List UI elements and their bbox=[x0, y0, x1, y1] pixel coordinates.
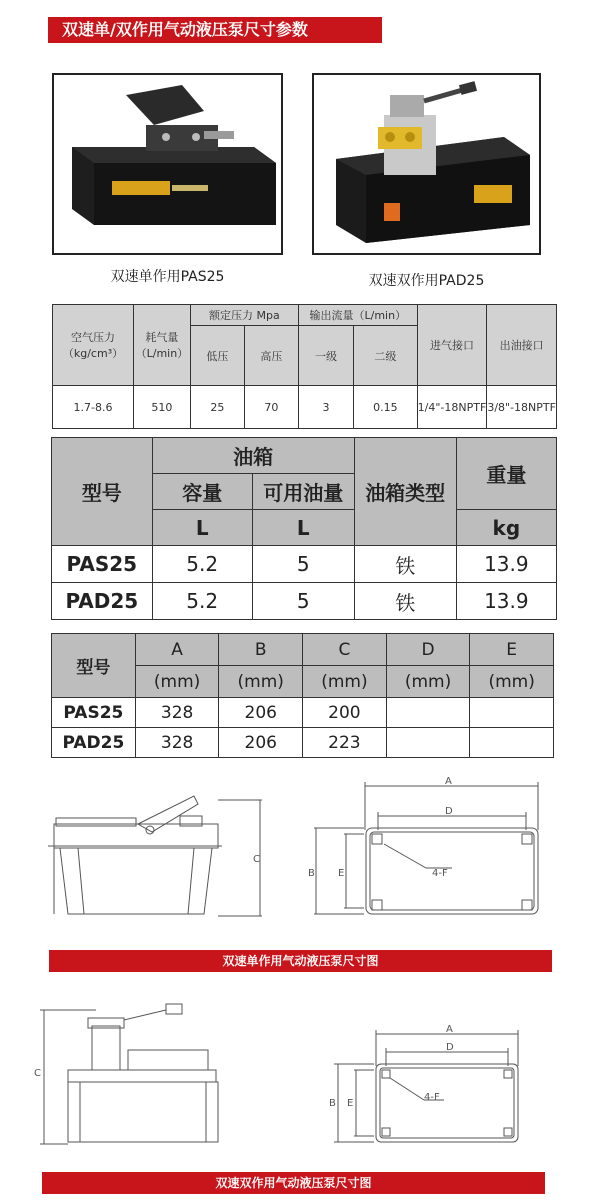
tank-cell: 5 bbox=[252, 546, 354, 583]
product-photo-pad25 bbox=[312, 73, 541, 255]
unit-mm: (mm) bbox=[470, 666, 554, 698]
pas25-side-drawing bbox=[48, 788, 278, 928]
dim-label-b: B bbox=[308, 868, 315, 879]
header-col-c: C bbox=[303, 634, 387, 666]
dim-cell: PAD25 bbox=[52, 728, 136, 758]
dim-label-d: D bbox=[446, 1042, 454, 1053]
header-air-consumption: 耗气量（L/min） bbox=[134, 305, 191, 386]
unit-capacity: L bbox=[152, 510, 252, 546]
tank-table bbox=[51, 437, 557, 620]
dim-label-d: D bbox=[445, 806, 453, 817]
dimension-table bbox=[51, 633, 554, 758]
drawing-caption-bar: 双速双作用气动液压泵尺寸图 bbox=[42, 1172, 545, 1194]
dim-cell: 206 bbox=[219, 728, 303, 758]
dim-cell: 200 bbox=[303, 698, 387, 728]
header-oil-outlet: 出油接口 bbox=[487, 305, 557, 386]
header-usable-oil: 可用油量 bbox=[252, 474, 354, 510]
header-col-d: D bbox=[386, 634, 470, 666]
tank-cell: 5.2 bbox=[152, 546, 252, 583]
dim-label-c: C bbox=[253, 854, 260, 865]
page-title: 双速单/双作用气动液压泵尺寸参数 bbox=[48, 17, 382, 43]
product-caption-pad25: 双速双作用PAD25 bbox=[368, 273, 485, 289]
unit-usable: L bbox=[252, 510, 354, 546]
header-air-inlet: 进气接口 bbox=[417, 305, 487, 386]
tank-cell: 铁 bbox=[354, 546, 456, 583]
dim-cell bbox=[386, 698, 470, 728]
dim-label-a: A bbox=[446, 1024, 453, 1035]
dim-label-4f: 4-F bbox=[424, 1092, 440, 1103]
unit-weight: kg bbox=[456, 510, 556, 546]
dim-cell: 223 bbox=[303, 728, 387, 758]
header-rated-pressure: 额定压力 Mpa bbox=[190, 305, 298, 326]
spec-cell: 510 bbox=[134, 386, 191, 429]
tank-cell: 铁 bbox=[354, 583, 456, 620]
tank-cell: PAS25 bbox=[52, 546, 153, 583]
pas25-top-drawing bbox=[308, 772, 548, 922]
pas25-pump-image bbox=[54, 75, 281, 253]
tank-cell: 13.9 bbox=[456, 583, 556, 620]
dim-cell: 328 bbox=[135, 728, 219, 758]
header-stage-1: 一级 bbox=[298, 326, 353, 386]
dim-label-b: B bbox=[329, 1098, 336, 1109]
spec-table bbox=[52, 304, 557, 429]
header-col-a: A bbox=[135, 634, 219, 666]
header-col-e: E bbox=[470, 634, 554, 666]
spec-cell: 1.7-8.6 bbox=[53, 386, 134, 429]
pad25-pump-image bbox=[314, 75, 539, 253]
header-weight: 重量 bbox=[456, 438, 556, 510]
tank-cell: 5.2 bbox=[152, 583, 252, 620]
product-photo-pas25 bbox=[52, 73, 283, 255]
tank-cell: 13.9 bbox=[456, 546, 556, 583]
dim-label-e: E bbox=[347, 1098, 354, 1109]
header-tank-type: 油箱类型 bbox=[354, 438, 456, 546]
dim-cell: 206 bbox=[219, 698, 303, 728]
pad25-top-drawing bbox=[328, 1020, 528, 1150]
dim-cell: PAS25 bbox=[52, 698, 136, 728]
header-col-b: B bbox=[219, 634, 303, 666]
unit-mm: (mm) bbox=[219, 666, 303, 698]
unit-mm: (mm) bbox=[135, 666, 219, 698]
tank-cell: PAD25 bbox=[52, 583, 153, 620]
dim-cell bbox=[470, 698, 554, 728]
spec-cell: 3 bbox=[298, 386, 353, 429]
pad25-side-drawing bbox=[32, 998, 252, 1148]
header-model: 型号 bbox=[52, 634, 136, 698]
spec-cell: 1/4"-18NPTF bbox=[417, 386, 487, 429]
spec-cell: 3/8"-18NPTF bbox=[487, 386, 557, 429]
dim-cell bbox=[386, 728, 470, 758]
unit-mm: (mm) bbox=[386, 666, 470, 698]
drawing-caption-bar: 双速单作用气动液压泵尺寸图 bbox=[49, 950, 552, 972]
unit-mm: (mm) bbox=[303, 666, 387, 698]
dim-label-c: C bbox=[34, 1068, 41, 1079]
product-caption-pas25: 双速单作用PAS25 bbox=[110, 269, 225, 285]
header-tank: 油箱 bbox=[152, 438, 354, 474]
spec-cell: 0.15 bbox=[354, 386, 417, 429]
dim-label-a: A bbox=[445, 776, 452, 787]
spec-cell: 70 bbox=[244, 386, 298, 429]
dim-cell bbox=[470, 728, 554, 758]
dim-cell: 328 bbox=[135, 698, 219, 728]
header-stage-2: 二级 bbox=[354, 326, 417, 386]
header-low: 低压 bbox=[190, 326, 244, 386]
header-capacity: 容量 bbox=[152, 474, 252, 510]
header-output-flow: 输出流量（L/min） bbox=[298, 305, 417, 326]
spec-cell: 25 bbox=[190, 386, 244, 429]
header-air-pressure: 空气压力（kg/cm³） bbox=[53, 305, 134, 386]
dim-label-e: E bbox=[338, 868, 345, 879]
dim-label-4f: 4-F bbox=[432, 868, 448, 879]
header-model: 型号 bbox=[52, 438, 153, 546]
header-high: 高压 bbox=[244, 326, 298, 386]
tank-cell: 5 bbox=[252, 583, 354, 620]
